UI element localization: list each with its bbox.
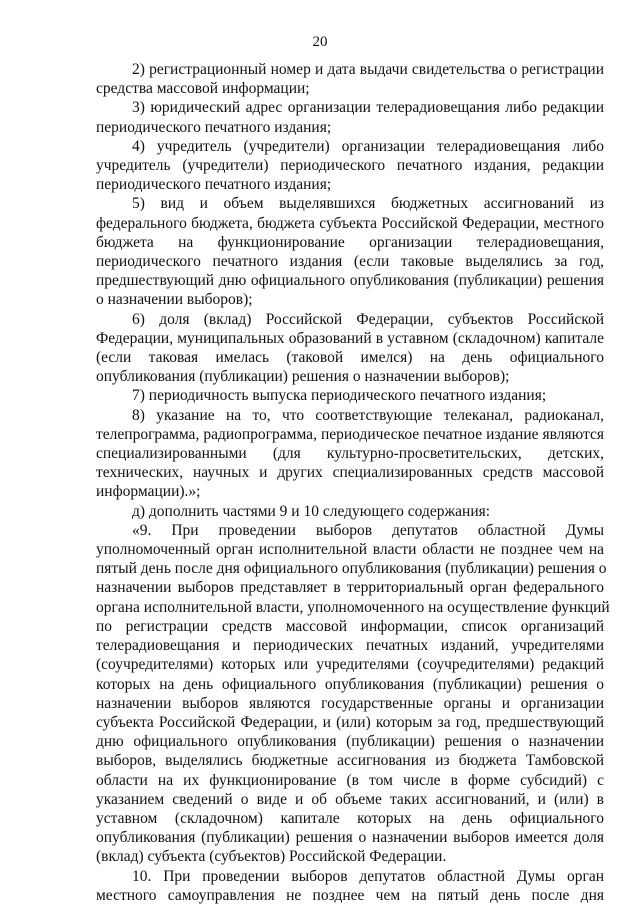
- text-line: Федерации, муниципальных образований в уставном (складочном) капитале: [96, 329, 604, 347]
- text-line: телепрограмма, радиопрограмма, периодическое печатное издание являются: [96, 425, 604, 443]
- text-line: бюджета на функционирование организации телерадиовещания,: [96, 233, 604, 251]
- text-line: технических, научных и других специализированных средств массовой: [96, 464, 604, 482]
- text-line: органа исполнительной власти, уполномоченного на осуществление функций: [96, 598, 610, 616]
- text-line: д) дополнить частями 9 и 10 следующего содержания:: [132, 502, 491, 520]
- text-line: (вклад) субъекта (субъектов) Российской Федерации.: [96, 848, 447, 866]
- text-line: уставном (складочном) капитале которых на день официального: [96, 809, 604, 827]
- page-number: 20: [312, 34, 328, 50]
- text-line: о назначении выборов);: [96, 291, 253, 309]
- text-line: назначении выборов являются государственные органы и организации: [96, 694, 604, 712]
- text-line: области на их функционирование (в том числе в форме субсидий) с: [96, 771, 604, 789]
- text-line: которых на день официального опубликования (публикации) решения о: [96, 675, 604, 693]
- text-line: периодического печатного издания;: [96, 118, 332, 136]
- text-line: телерадиовещания и периодических печатных изданий, учредителями: [96, 637, 604, 655]
- text-line: (если таковая имелась (таковой имелся) на день официального: [96, 349, 604, 367]
- text-line: 10. При проведении выборов депутатов областной Думы орган: [132, 867, 604, 885]
- text-line: опубликования (публикации) решения о назначении выборов имеется доля: [96, 829, 604, 847]
- text-line: учредитель (учредители) периодического печатного издания, редакции: [96, 157, 604, 175]
- text-line: федерального бюджета, бюджета субъекта Российской Федерации, местного: [96, 214, 604, 232]
- text-line: 3) юридический адрес организации телерадиовещания либо редакции: [132, 99, 604, 117]
- text-line: (соучредителями) которых или учредителями (соучредителями) редакций: [96, 656, 604, 674]
- text-line: 2) регистрационный номер и дата выдачи свидетельства о регистрации: [132, 61, 604, 78]
- text-line: субъекта Российской Федерации, и (или) которым за год, предшествующий: [96, 713, 604, 731]
- text-line: предшествующий дню официального опубликования (публикации) решения: [96, 272, 604, 290]
- text-line: 6) доля (вклад) Российской Федерации, субъектов Российской: [132, 310, 604, 328]
- text-line: 4) учредитель (учредители) организации телерадиовещания либо: [132, 137, 604, 155]
- document-body: [96, 60, 610, 905]
- text-line: уполномоченный орган исполнительной власти области не позднее чем на: [96, 541, 604, 559]
- text-line: указанием сведений о виде и об объеме таких ассигнований, и (или) в: [96, 790, 604, 808]
- text-line: дню официального опубликования (публикации) решения о назначении: [96, 733, 604, 751]
- text-line: «9. При проведении выборов депутатов областной Думы: [132, 521, 604, 539]
- text-line: местного самоуправления не позднее чем на пятый день после дня: [96, 886, 604, 904]
- text-line: 7) периодичность выпуска периодического печатного издания;: [132, 387, 547, 405]
- text-line: выборов, выделялись бюджетные ассигнования из бюджета Тамбовской: [96, 752, 604, 770]
- text-line: пятый день после дня официального опубликования (публикации) решения о: [96, 560, 607, 578]
- text-line: 8) указание на то, что соответствующие телеканал, радиоканал,: [132, 406, 604, 424]
- text-line: опубликования (публикации) решения о назначении выборов);: [96, 368, 510, 386]
- text-line: информации).»;: [96, 483, 201, 501]
- text-line: средства массовой информации;: [96, 80, 310, 98]
- text-line: по регистрации средств массовой информации, список организаций: [96, 617, 604, 635]
- text-line: периодического печатного издания;: [96, 176, 332, 194]
- text-line: назначении выборов представляет в территориальный орган федерального: [96, 579, 604, 597]
- text-line: периодического печатного издания (если таковые выделялись за год,: [96, 253, 604, 271]
- text-line: специализированными (для культурно-просветительских, детских,: [96, 445, 604, 463]
- text-line: 5) вид и объем выделявшихся бюджетных ассигнований из: [132, 195, 604, 213]
